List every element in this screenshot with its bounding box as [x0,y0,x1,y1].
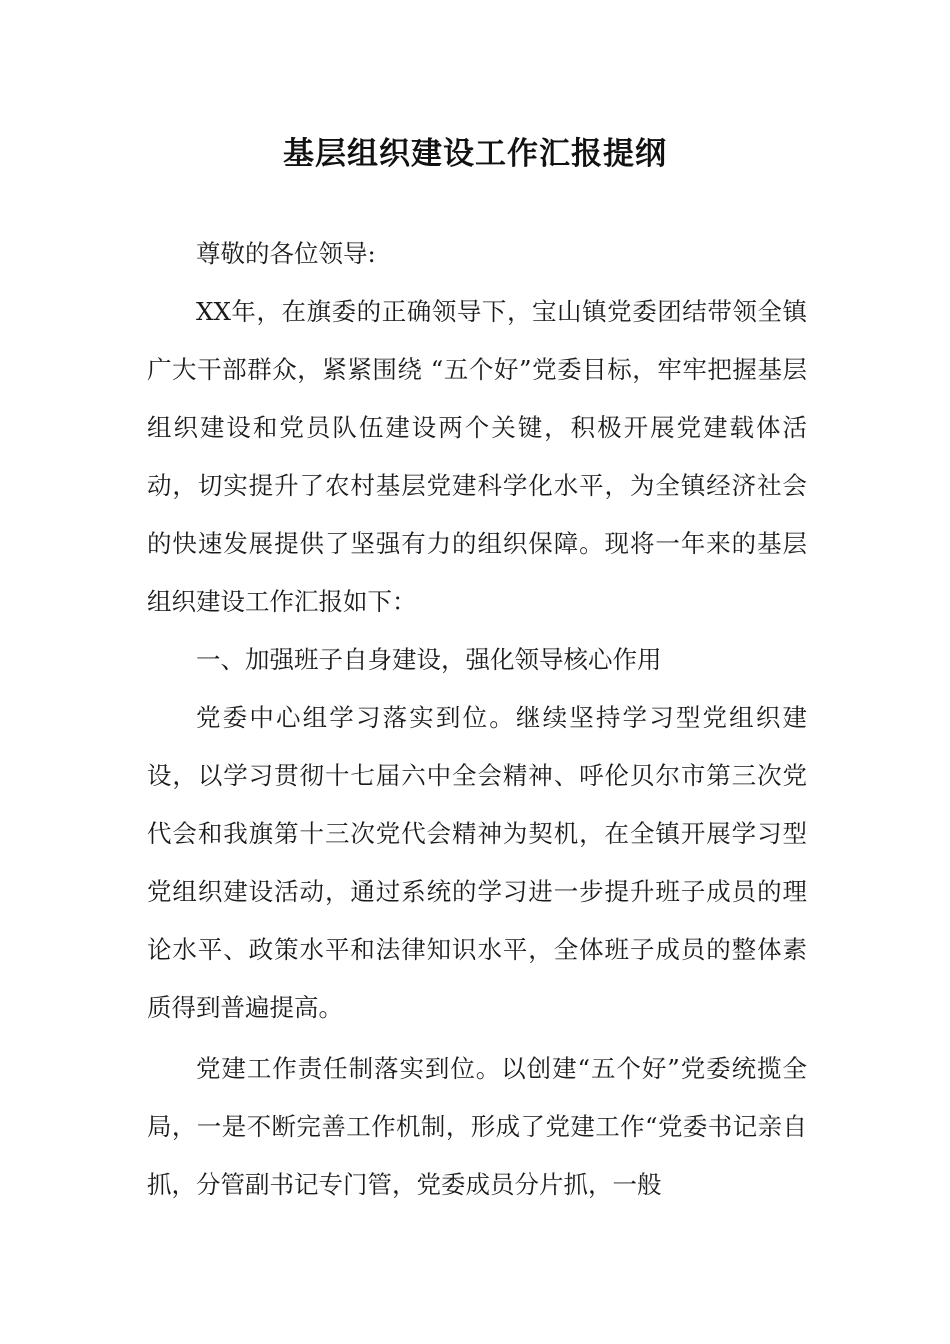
body-paragraph: 党建工作责任制落实到位。以创建“五个好”党委统揽全局，一是不断完善工作机制，形成了党建工作“党委书记亲自抓，分管副书记专门管，党委成员分片抓，一般 [147,1054,807,1199]
document-body [147,225,807,1214]
salutation: 尊敬的各位领导: [196,239,376,268]
document-title: 基层组织建设工作汇报提纲 [283,136,667,172]
intro-paragraph: XX年，在旗委的正确领导下，宝山镇党委团结带领全镇广大干部群众，紧紧围绕 “五个好”党委目标，牢牢把握基层组织建设和党员队伍建设两个关键，积极开展党建载体活动，切实提升了农村基层党建科学化水平，为全镇经济社会的快速发展提供了坚强有力的组织保障。现将一年来的基层组织建设工作汇报如下： [147,297,807,616]
body-paragraph: 党委中心组学习落实到位。继续坚持学习型党组织建设，以学习贯彻十七届六中全会精神、呼伦贝尔市第三次党代会和我旗第十三次党代会精神为契机，在全镇开展学习型党组织建设活动，通过系统的学习进一步提升班子成员的理论水平、政策水平和法律知识水平，全体班子成员的整体素质得到普遍提高。 [147,703,807,1022]
section-heading-1: 一、加强班子自身建设，强化领导核心作用 [196,645,662,674]
